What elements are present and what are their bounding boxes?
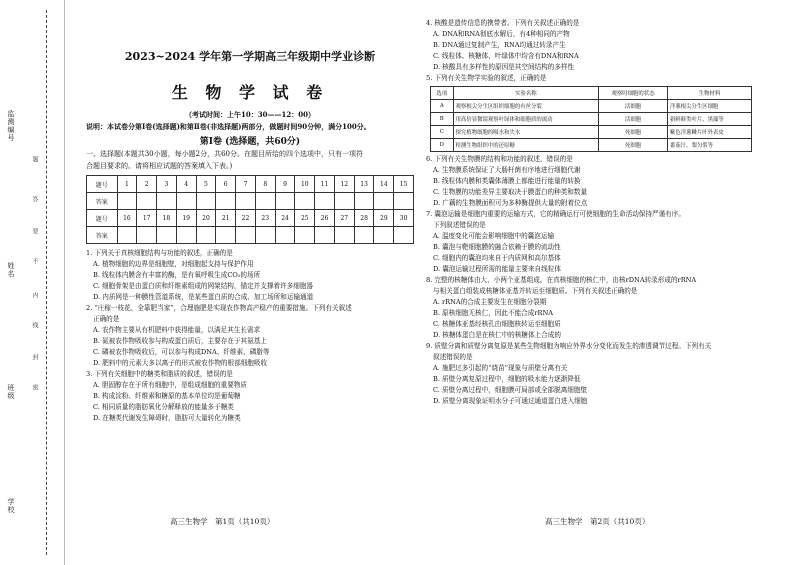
q5-cell: 死细胞	[599, 126, 668, 139]
seal-line	[46, 10, 47, 555]
answer-option: C. 磷被农作物吸收后，可以参与构成DNA、纤维素、磷脂等	[93, 348, 270, 356]
question-number-cell: 23	[255, 210, 275, 227]
question-number-cell: 6	[216, 176, 236, 193]
answer-cell[interactable]	[334, 227, 354, 244]
binding-margin	[0, 0, 65, 565]
answer-option: C. 相同质量的脂肪氧化分解释放的能量多于糖类	[93, 403, 234, 411]
subject-title: 生 物 学 试 卷	[171, 83, 329, 102]
monitor-number-label: 监测编号	[7, 110, 15, 142]
right-questions-2	[426, 154, 766, 407]
question-number-cell: 11	[315, 176, 335, 193]
answer-option: C. 质壁分离过程中，细胞膜可局部或全部脱离细胞壁	[433, 386, 588, 394]
right-page	[426, 18, 766, 407]
question-stem: 正确的是	[93, 315, 120, 323]
answer-cell[interactable]	[394, 193, 414, 210]
answer-cell[interactable]	[157, 193, 177, 210]
question-number-cell: 10	[295, 176, 315, 193]
answer-cell[interactable]	[236, 227, 256, 244]
section-title: 第Ⅰ卷 (选择题，共60分)	[199, 137, 301, 147]
answer-cell[interactable]	[315, 193, 335, 210]
question-number-cell: 9	[275, 176, 295, 193]
section-intro-2: 合题目要求的。请将相应试题的答案填入下表。)	[86, 161, 233, 170]
answer-option: B. 构成淀粉、纤维素和糖原的基本单位均是葡萄糖	[93, 392, 241, 400]
q5-cell: C	[431, 126, 454, 139]
answer-cell[interactable]	[196, 227, 216, 244]
answer-option: B. 原核细胞无核仁，因此不能合成rRNA	[433, 309, 553, 317]
answer-option: D. 核糖体蛋白是在核仁中的核糖体上合成的	[433, 331, 561, 339]
answer-option: B. 氮被农作物吸收参与构成蛋白质后，主要存在于其氨基上	[93, 337, 267, 345]
answer-option: D. 质壁分离现象证明水分子可通过通道蛋白进入细胞	[433, 397, 588, 405]
answer-cell[interactable]	[117, 193, 137, 210]
answer-cell[interactable]	[275, 193, 295, 210]
q5-cell: A	[431, 100, 454, 113]
answer-option: D. 内质网是一种膜性管道系统，是某些蛋白质的合成、加工场所和运输通道	[93, 293, 314, 301]
question-number-cell: 8	[255, 176, 275, 193]
question-number-cell: 18	[157, 210, 177, 227]
answer-option: D. 肥料中的元素大多以离子的形式被农作物的根部细胞吸收	[93, 359, 268, 367]
question-number-cell: 28	[354, 210, 374, 227]
answer-cell[interactable]	[354, 227, 374, 244]
answer-cell[interactable]	[137, 193, 157, 210]
question-stem: 2. “庄稼一枝花，全靠肥当家”，合理施肥是实现农作物高产稳产的重要措施。下列有关叙述	[86, 304, 352, 312]
question-number-cell: 12	[334, 176, 354, 193]
right-questions	[426, 18, 766, 84]
answer-cell[interactable]	[117, 227, 137, 244]
question-number-header: 题号	[87, 210, 118, 227]
answer-table	[86, 175, 414, 244]
q5-header-cell: 生物材料	[667, 87, 751, 100]
school-label: 学校	[7, 498, 15, 514]
q5-header-cell: 观察时细胞的状态	[599, 87, 668, 100]
q5-cell: 新鲜藓类叶片、黑藻等	[667, 113, 751, 126]
question-number-cell: 19	[176, 210, 196, 227]
answer-cell[interactable]	[394, 227, 414, 244]
answer-option: C. 线粒体、核糖体、叶绿体中均含有DNA和RNA	[433, 52, 579, 60]
question-stem: 1. 下列关于真核细胞结构与功能的叙述，正确的是	[86, 249, 233, 257]
answer-cell[interactable]	[157, 227, 177, 244]
question-number-cell: 30	[394, 210, 414, 227]
question-stem: 下列叙述错误的是	[433, 221, 486, 229]
seal-char: 封	[31, 354, 38, 360]
question-number-cell: 5	[196, 176, 216, 193]
answer-option: B. 囊泡与靶细胞膜的融合依赖于膜的流动性	[433, 243, 561, 251]
answer-option: C. 细胞骨架是由蛋白质和纤维素组成的网架结构，锚定并支撑着许多细胞器	[93, 282, 314, 290]
answer-cell[interactable]	[334, 193, 354, 210]
answer-cell[interactable]	[176, 193, 196, 210]
instructions: 说明：本试卷分第Ⅰ卷(选择题)和第Ⅱ卷(非选择题)两部分，做题时间90分钟，满分100分。	[86, 121, 371, 131]
seal-char: 不	[31, 258, 38, 264]
answer-cell[interactable]	[295, 193, 315, 210]
answer-option: A. 胆固醇存在于所有细胞中，是组成细胞的重要物质	[93, 381, 248, 389]
q5-cell: 探究植物细胞的吸水和失水	[453, 126, 599, 139]
question-number-cell: 21	[216, 210, 236, 227]
question-stem: 7. 囊泡运输是细胞内重要的运输方式，它的精确运行可使细胞的生命活动保持严谨有序。	[426, 210, 685, 218]
answer-option: A. 农作物主要从有机肥料中获得能量，以满足其生长需求	[93, 326, 261, 334]
q5-cell: B	[431, 113, 454, 126]
q5-cell: D	[431, 139, 454, 152]
answer-option: D. 囊泡运输过程所需的能量主要来自线粒体	[433, 265, 561, 273]
answer-option: C. 细胞内的囊泡均来自于内质网和高尔基体	[433, 254, 561, 262]
answer-option: A. DNA和RNA彻底水解后，有4种相同的产物	[433, 30, 570, 38]
answer-cell[interactable]	[196, 193, 216, 210]
q5-cell: 番茄汁、梨匀浆等	[667, 139, 751, 152]
q5-table	[430, 86, 752, 152]
class-label: 班级	[7, 384, 15, 400]
answer-option: B. 线粒体内膜含有丰富的酶，是有氧呼吸生成CO₂的场所	[93, 271, 261, 279]
seal-char: 线	[31, 322, 38, 328]
answer-option: B. DNA通过复制产生，RNA均通过转录产生	[433, 41, 566, 49]
answer-cell[interactable]	[374, 227, 394, 244]
exam-time: （考试时间：上午10：30——12：00）	[185, 110, 315, 119]
q5-cell: 检测生物组织中的还原糖	[453, 139, 599, 152]
answer-option: D. 在糖类代谢发生障碍时，脂肪可大量转化为糖类	[93, 414, 241, 422]
answer-cell[interactable]	[354, 193, 374, 210]
answer-cell[interactable]	[236, 193, 256, 210]
question-number-cell: 4	[176, 176, 196, 193]
seal-char: 题	[31, 156, 38, 162]
q5-cell: 用高倍显微镜观察叶绿体和细胞质的流动	[453, 113, 599, 126]
question-stem: 6. 下列有关生物膜的结构和功能的叙述，错误的是	[426, 155, 573, 163]
q5-cell: 死细胞	[599, 139, 668, 152]
answer-option: A. 温度变化可能会影响细胞中的囊泡运输	[433, 232, 555, 240]
answer-cell[interactable]	[295, 227, 315, 244]
answer-row-label: 答案	[87, 193, 118, 210]
answer-cell[interactable]	[137, 227, 157, 244]
page-footer-right: 高三生物学 第2页（共10页）	[545, 517, 650, 526]
question-stem: 5. 下列有关生物学实验的叙述，正确的是	[426, 74, 547, 82]
page-footer-left: 高三生物学 第1页（共10页）	[170, 517, 275, 526]
answer-option: D. 核酸具有多样性的原因是其空间结构的多样性	[433, 63, 575, 71]
answer-option: D. 广藕的生物膜面积可为多种酶提供大量的附着位点	[433, 199, 588, 207]
question-stem: 8. 完整的核糖体由大、小两个亚基组成。在真核细胞的核仁中，由核rDNA转录形成的rRNA	[426, 276, 697, 284]
section-intro-1: 一、选择题(本题共30小题，每小题2分，共60分。在题目所给的四个选项中，只有一项符	[86, 150, 363, 158]
question-number-cell: 22	[236, 210, 256, 227]
answer-cell[interactable]	[216, 227, 236, 244]
question-stem: 4. 核酸是遗传信息的携带者。下列有关叙述正确的是	[426, 19, 580, 27]
question-number-cell: 27	[334, 210, 354, 227]
name-label: 姓名	[7, 262, 15, 278]
left-page	[86, 0, 414, 424]
q5-header-cell: 实验名称	[453, 87, 599, 100]
answer-option: A. 植物细胞的边界是细胞壁，对细胞起支持与保护作用	[93, 260, 254, 268]
seal-char: 密	[31, 384, 38, 390]
question-number-cell: 17	[137, 210, 157, 227]
question-number-cell: 3	[157, 176, 177, 193]
q5-cell: 活细胞	[599, 113, 668, 126]
question-number-cell: 20	[196, 210, 216, 227]
question-number-cell: 15	[394, 176, 414, 193]
question-number-header: 题号	[87, 176, 118, 193]
question-stem: 与相关蛋白组装成核糖体亚基并转运至细胞质。下列有关叙述正确的是	[433, 287, 638, 295]
answer-option: B. 线粒体内膜和类囊体薄膜上都能进行能量的转换	[433, 177, 581, 185]
answer-cell[interactable]	[275, 227, 295, 244]
q5-cell: 洋葱根尖分生区细胞	[667, 100, 751, 113]
question-number-cell: 26	[315, 210, 335, 227]
answer-option: A. 施肥过多引起的“烧苗”现象与质壁分离有关	[433, 364, 568, 372]
answer-cell[interactable]	[216, 193, 236, 210]
question-number-cell: 25	[295, 210, 315, 227]
answer-cell[interactable]	[255, 193, 275, 210]
question-number-cell: 14	[374, 176, 394, 193]
q5-header-cell: 选项	[431, 87, 454, 100]
answer-cell[interactable]	[374, 193, 394, 210]
question-stem: 3. 下列有关细胞中的糖类和脂质的叙述，错误的是	[86, 370, 233, 378]
answer-row-label: 答案	[87, 227, 118, 244]
q5-cell: 活细胞	[599, 100, 668, 113]
question-number-cell: 24	[275, 210, 295, 227]
answer-cell[interactable]	[176, 227, 196, 244]
question-number-cell: 16	[117, 210, 137, 227]
answer-option: C. 核糖体亚基经核孔由细胞核转运至细胞质	[433, 320, 561, 328]
question-number-cell: 13	[354, 176, 374, 193]
q5-cell: 紫色洋葱鳞片叶外表皮	[667, 126, 751, 139]
question-stem: 叙述错误的是	[433, 353, 473, 361]
question-stem: 9. 质壁分离和质壁分离复原是某些生物细胞为响应外界水分变化而发生的渗透调节过程。下列有关	[426, 342, 712, 350]
answer-option: C. 生物膜的功能差异主要取决于膜蛋白的种类和数量	[433, 188, 588, 196]
seal-char: 要	[31, 228, 38, 234]
answer-option: A. rRNA的合成主要发生在细胞分裂期	[433, 298, 547, 306]
question-number-cell: 2	[137, 176, 157, 193]
question-number-cell: 29	[374, 210, 394, 227]
question-number-cell: 1	[117, 176, 137, 193]
answer-option: A. 生物膜系统保证了大肠杆菌有序地进行细胞代谢	[433, 166, 581, 174]
answer-option: B. 质壁分离复原过程中，细胞的吸水能力逐渐降低	[433, 375, 581, 383]
q5-cell: 观察根尖分生区组织细胞的有丝分裂	[453, 100, 599, 113]
question-number-cell: 7	[236, 176, 256, 193]
left-questions	[86, 248, 414, 424]
seal-char: 内	[31, 292, 38, 298]
exam-title: 2023~2024 学年第一学期高三年级期中学业诊断	[124, 50, 376, 63]
answer-cell[interactable]	[255, 227, 275, 244]
answer-cell[interactable]	[315, 227, 335, 244]
seal-char: 答	[31, 196, 38, 202]
